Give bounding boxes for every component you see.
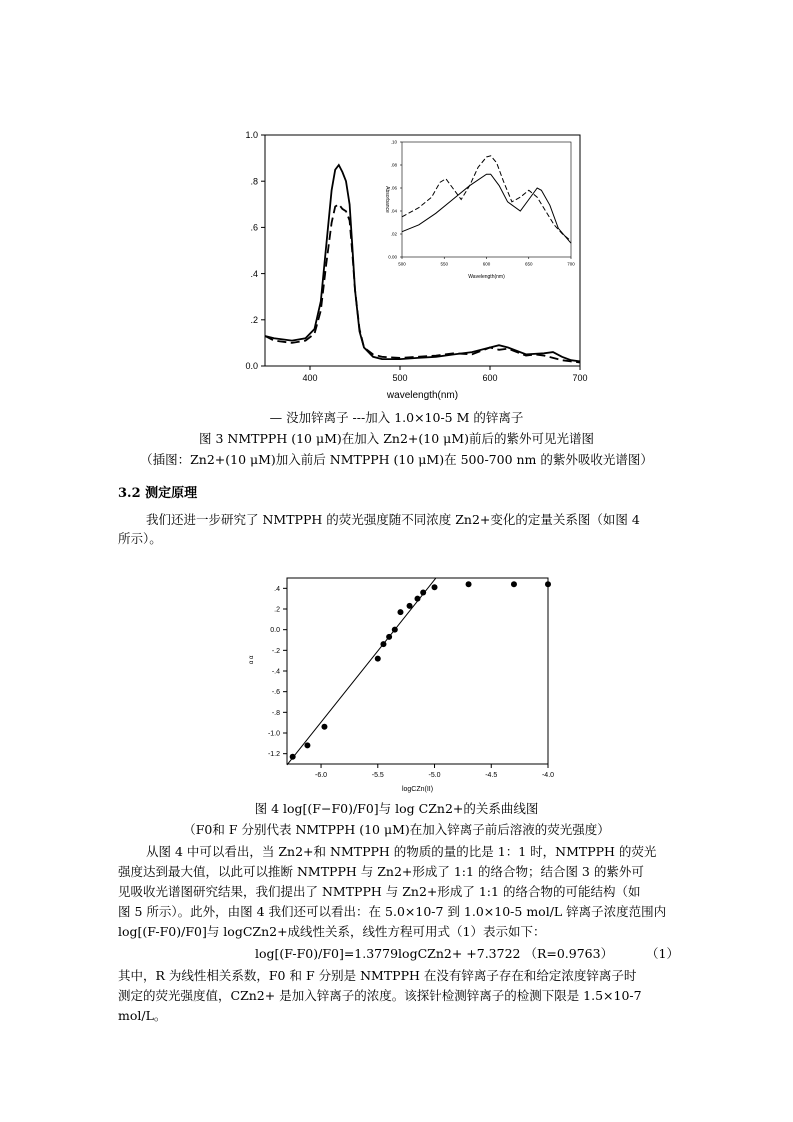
fig3-inset-frame bbox=[402, 142, 571, 257]
fig3-x-tick-label: 700 bbox=[572, 373, 588, 383]
figure-3-caption-inset: （插图：Zn2+(10 μM)加入前后 NMTPPH (10 μM)在 500-700 nm 的紫外吸收光谱图） bbox=[140, 452, 653, 467]
fig3-y-tick-label: .2 bbox=[250, 314, 258, 325]
paragraph-1-line: 我们还进一步研究了 NMTPPH 的荧光强度随不同浓度 Zn2+变化的定量关系图（如图 4 bbox=[146, 512, 640, 527]
fig4-x-tick-label: -4.5 bbox=[485, 772, 498, 779]
fig3-inset-y-axis-label: Absorbance bbox=[384, 186, 390, 213]
figure-4-caption-note: （F0和 F 分别代表 NMTPPH (10 μM)在加入锌离子前后溶液的荧光强度） bbox=[183, 822, 610, 837]
fig4-fit-line bbox=[287, 578, 436, 765]
fig4-y-tick-label: -1.0 bbox=[267, 730, 280, 738]
fig4-y-tick-label: -.6 bbox=[271, 689, 280, 697]
fig3-series-dashed bbox=[265, 204, 580, 362]
fig4-x-tick-label: -5.0 bbox=[428, 772, 441, 779]
paragraph-1-line: 所示）。 bbox=[118, 531, 162, 546]
fig3-inset-x-tick-label: 550 bbox=[440, 261, 449, 267]
figure-4-chart bbox=[240, 570, 570, 798]
figure-3-chart bbox=[230, 125, 600, 405]
fig4-y-tick-label: 0.0 bbox=[270, 627, 280, 635]
figure-3-caption: 图 3 NMTPPH (10 μM)在加入 Zn2+(10 μM)前后的紫外可见光谱图 bbox=[199, 431, 594, 446]
fig3-y-tick-label: .6 bbox=[250, 222, 258, 233]
paragraph-2-line: 从图 4 中可以看出，当 Zn2+和 NMTPPH 的物质的量的比是 1：1 时，NMTPPH 的荧光 bbox=[146, 844, 657, 859]
fig3-y-tick-label: 0.0 bbox=[245, 361, 258, 372]
paragraph-2-line: 见吸收光谱图研究结果，我们提出了 NMTPPH 与 Zn2+形成了 1:1 的络合物的可能结构（如 bbox=[118, 884, 641, 899]
figure-3-legend: — 没加锌离子 ---加入 1.0×10-5 M 的锌离子 bbox=[269, 410, 524, 425]
paragraph-3-line: 测定的荧光强度值，CZn2+ 是加入锌离子的浓度。该探针检测锌离子的检测下限是 1.5×10-7 bbox=[118, 988, 642, 1003]
fig3-x-tick-label: 600 bbox=[482, 373, 498, 383]
fig3-inset-x-tick-label: 500 bbox=[398, 261, 406, 267]
fig4-y-tick-label: -.4 bbox=[271, 668, 280, 676]
fig4-y-axis-label: α α bbox=[249, 655, 255, 665]
fig4-data-point bbox=[375, 656, 381, 662]
fig3-inset-y-tick-label: .06 bbox=[390, 185, 397, 191]
fig4-data-point bbox=[432, 584, 438, 590]
equation-number: （1） bbox=[646, 946, 679, 961]
fig3-inset-series-solid bbox=[402, 174, 571, 243]
paragraph-3-line: mol/L。 bbox=[118, 1008, 167, 1023]
fig3-inset-y-tick-label: .08 bbox=[390, 162, 397, 168]
section-heading: 3.2 测定原理 bbox=[118, 486, 198, 501]
fig4-data-point bbox=[321, 724, 327, 730]
paragraph-2-line: log[(F-F0)/F0]与 logCZn2+成线性关系，线性方程可用式（1）表示如下： bbox=[118, 924, 546, 939]
equation: log[(F-F0)/F0]=1.3779logCZn2+ +7.3722 （R=0.9763） bbox=[255, 946, 614, 961]
fig4-frame bbox=[287, 578, 548, 764]
fig4-y-tick-label: -1.2 bbox=[267, 751, 280, 759]
fig4-x-tick-label: -6.0 bbox=[315, 772, 328, 779]
fig3-inset-x-tick-label: 650 bbox=[524, 261, 533, 267]
fig3-y-tick-label: .8 bbox=[250, 176, 258, 187]
fig3-x-tick-label: 500 bbox=[392, 373, 408, 383]
fig3-inset-x-tick-label: 600 bbox=[482, 261, 491, 267]
fig3-y-tick-label: .4 bbox=[250, 268, 258, 279]
fig4-x-tick-label: -4.0 bbox=[541, 772, 555, 779]
fig3-inset-x-axis-label: Wavelength(nm) bbox=[468, 274, 505, 280]
fig4-data-point bbox=[397, 609, 403, 615]
fig4-y-tick-label: -.2 bbox=[271, 647, 280, 655]
fig4-data-point bbox=[466, 581, 472, 587]
fig3-inset-y-tick-label: .10 bbox=[390, 139, 397, 145]
fig3-y-tick-label: 1.0 bbox=[245, 130, 258, 141]
figure-4-caption: 图 4 log[(F−F0)/F0]与 log CZn2+的关系曲线图 bbox=[254, 801, 539, 816]
paragraph-2-line: 图 5 所示）。此外，由图 4 我们还可以看出：在 5.0×10-7 到 1.0×10-5 mol/L 锌离子浓度范围内 bbox=[118, 904, 667, 919]
fig4-x-tick-label: -5.5 bbox=[371, 772, 384, 779]
paragraph-3-line: 其中，R 为线性相关系数，F0 和 F 分别是 NMTPPH 在没有锌离子存在和给定浓度锌离子时 bbox=[118, 968, 637, 983]
fig4-y-tick-label: .4 bbox=[274, 585, 280, 593]
fig3-x-axis-label: wavelength(nm) bbox=[386, 390, 459, 401]
fig4-data-point bbox=[304, 742, 310, 748]
fig4-x-axis-label: logCZn(II) bbox=[401, 786, 434, 793]
fig3-inset-y-tick-label: .04 bbox=[390, 208, 397, 214]
fig3-inset-y-tick-label: .02 bbox=[390, 231, 397, 237]
fig4-y-tick-label: -.8 bbox=[271, 709, 280, 717]
fig3-inset-y-tick-label: 0.00 bbox=[388, 254, 397, 260]
fig4-data-point bbox=[545, 581, 551, 587]
paragraph-2-line: 强度达到最大值，以此可以推断 NMTPPH 与 Zn2+形成了 1:1 的络合物；结合图 3 的紫外可 bbox=[118, 864, 644, 879]
fig3-x-tick-label: 400 bbox=[302, 373, 318, 383]
fig3-inset-x-tick-label: 700 bbox=[567, 261, 575, 267]
fig4-y-tick-label: .2 bbox=[274, 606, 280, 614]
fig4-data-point bbox=[511, 581, 517, 587]
